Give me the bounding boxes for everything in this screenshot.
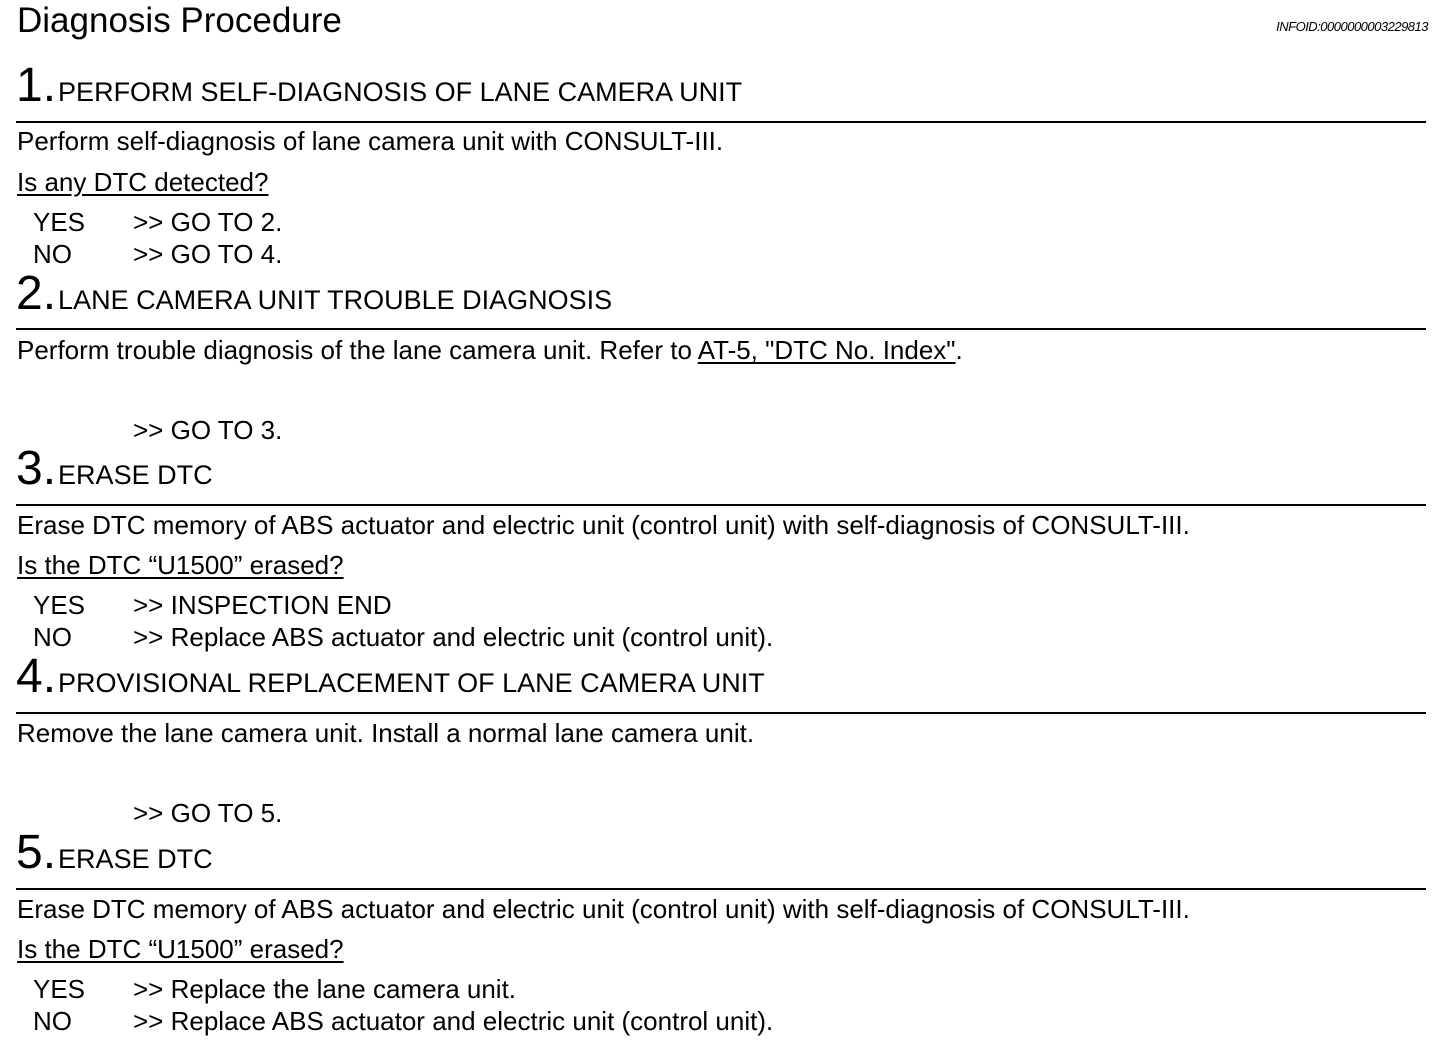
answer-no-action: >> Replace ABS actuator and electric unit (control unit). bbox=[133, 1006, 774, 1036]
step-5-divider bbox=[16, 888, 1426, 890]
answer-no-label: NO bbox=[33, 239, 72, 269]
answer-yes-label: YES bbox=[33, 207, 86, 237]
step-2-next-action: >> GO TO 3. bbox=[133, 415, 283, 445]
answer-yes-label: YES bbox=[33, 974, 86, 1004]
step-4-next-action: >> GO TO 5. bbox=[133, 798, 283, 828]
answer-no-label: NO bbox=[33, 1006, 72, 1036]
step-number-dot: . bbox=[42, 442, 57, 495]
step-number-dot: . bbox=[42, 650, 57, 703]
step-4-divider bbox=[16, 712, 1426, 714]
answer-no-action: >> Replace ABS actuator and electric unit (control unit). bbox=[133, 622, 774, 652]
step-number-dot: . bbox=[42, 267, 57, 320]
step-title: PERFORM SELF-DIAGNOSIS OF LANE CAMERA UNIT bbox=[58, 77, 743, 107]
instruction-text: Perform trouble diagnosis of the lane camera unit. Refer to bbox=[17, 335, 698, 365]
step-number: 2 bbox=[16, 267, 43, 320]
step-1-heading bbox=[16, 61, 742, 111]
step-2-instruction bbox=[17, 334, 963, 366]
answer-yes-label: YES bbox=[33, 590, 86, 620]
info-id: INFOID:0000000003229813 bbox=[1276, 19, 1428, 34]
step-title: ERASE DTC bbox=[58, 460, 213, 490]
step-title: ERASE DTC bbox=[58, 844, 213, 874]
step-5-heading bbox=[16, 828, 213, 878]
step-number: 3 bbox=[16, 442, 43, 495]
step-number-dot: . bbox=[42, 59, 57, 112]
step-2-heading bbox=[16, 269, 612, 319]
step-number: 1 bbox=[16, 59, 43, 112]
step-title: LANE CAMERA UNIT TROUBLE DIAGNOSIS bbox=[58, 285, 613, 315]
step-number: 4 bbox=[16, 650, 43, 703]
step-4-instruction: Remove the lane camera unit. Install a normal lane camera unit. bbox=[17, 718, 755, 748]
step-1-instruction: Perform self-diagnosis of lane camera unit with CONSULT-III. bbox=[17, 126, 724, 156]
step-5-question: Is the DTC “U1500” erased? bbox=[17, 934, 344, 964]
answer-yes-action: >> Replace the lane camera unit. bbox=[133, 974, 517, 1004]
step-number-dot: . bbox=[42, 826, 57, 879]
step-1-question: Is any DTC detected? bbox=[17, 167, 269, 197]
answer-no-action: >> GO TO 4. bbox=[133, 239, 283, 269]
step-number: 5 bbox=[16, 826, 43, 879]
step-2-divider bbox=[16, 328, 1426, 330]
page-title: Diagnosis Procedure bbox=[17, 1, 342, 40]
dtc-index-link[interactable]: AT-5, "DTC No. Index" bbox=[697, 335, 956, 365]
answer-no-label: NO bbox=[33, 622, 72, 652]
step-1-divider bbox=[16, 121, 1426, 123]
answer-yes-action: >> GO TO 2. bbox=[133, 207, 283, 237]
step-3-question: Is the DTC “U1500” erased? bbox=[17, 550, 344, 580]
step-4-heading bbox=[16, 652, 765, 702]
answer-yes-action: >> INSPECTION END bbox=[133, 590, 392, 620]
step-title: PROVISIONAL REPLACEMENT OF LANE CAMERA UNIT bbox=[58, 668, 765, 698]
step-3-instruction: Erase DTC memory of ABS actuator and electric unit (control unit) with self-diagnosis of CONSULT-III. bbox=[17, 510, 1190, 540]
step-3-heading bbox=[16, 444, 213, 494]
instruction-suffix: . bbox=[955, 335, 963, 365]
step-5-instruction: Erase DTC memory of ABS actuator and electric unit (control unit) with self-diagnosis of CONSULT-III. bbox=[17, 894, 1190, 924]
step-3-divider bbox=[16, 504, 1426, 506]
